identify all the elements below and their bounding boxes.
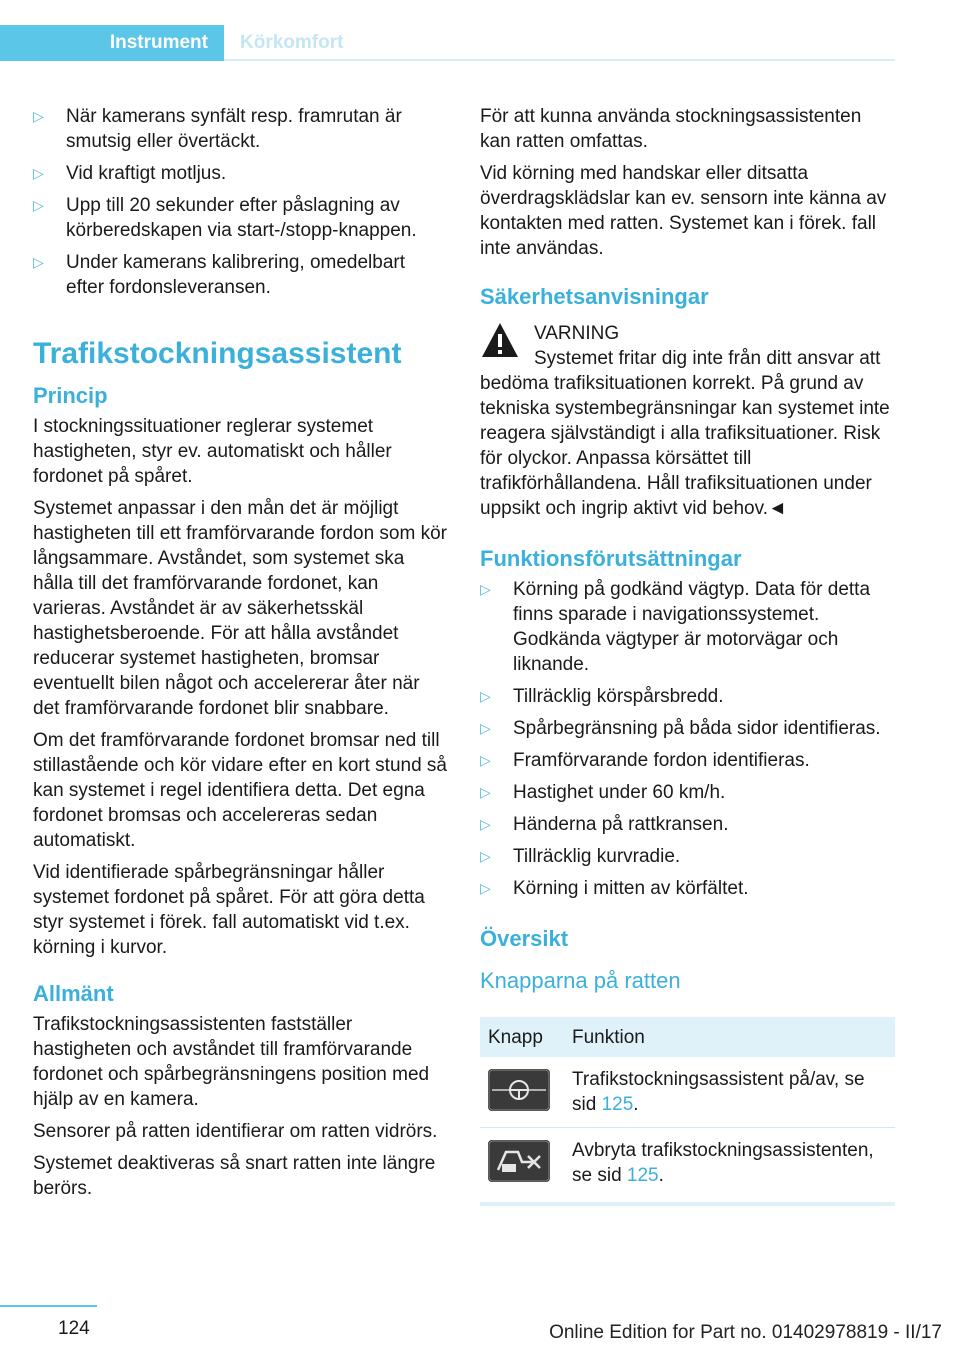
table-header-function: Funktion	[564, 1017, 895, 1057]
function-cell: Avbryta trafikstockningsassistenten, se sid 125.	[564, 1128, 895, 1205]
warning-title: VARNING	[534, 323, 620, 344]
paragraph: Vid körning med handskar eller ditsatta överdragsklädslar kan ev. sensorn inte känna av kontakten med ratten. Systemet kan i förek. fall inte användas.	[480, 163, 887, 259]
list-item: ▷ Körning på godkänd vägtyp. Data för detta finns sparade i navigationssystemet. Godkända vägtyper är motorvägar och liknande.	[480, 579, 871, 675]
princip-heading: Princip	[33, 383, 108, 408]
button-table	[480, 1017, 895, 1206]
bullet-triangle-icon: ▷	[33, 197, 44, 213]
bullet-triangle-icon: ▷	[480, 816, 491, 832]
warning-box	[480, 321, 894, 521]
list-item: ▷ Hastighet under 60 km/h.	[480, 782, 726, 803]
bullet-triangle-icon: ▷	[480, 752, 491, 768]
safety-heading: Säkerhetsanvisningar	[480, 284, 709, 309]
list-item: ▷ Framförvarande fordon identifieras.	[480, 750, 810, 771]
list-item: ▷ Upp till 20 sekunder efter påslagning av körberedskapen via start-/stopp-knappen.	[33, 195, 417, 241]
footer-rule	[0, 1305, 97, 1307]
list-item: ▷ Körning i mitten av körfältet.	[480, 878, 749, 899]
cancel-assist-button-icon	[488, 1140, 550, 1182]
page-link[interactable]: 125	[601, 1094, 634, 1115]
allmant-heading: Allmänt	[33, 981, 114, 1006]
requirements-list	[480, 577, 894, 901]
list-item: ▷ Tillräcklig körspårsbredd.	[480, 686, 724, 707]
buttons-heading: Knapparna på ratten	[480, 968, 681, 993]
table-header-button: Knapp	[480, 1017, 564, 1057]
paragraph: Vid identifierade spårbegränsningar håller systemet fordonet på spåret. För att göra detta styr systemet i förek. fall automatiskt vid t.ex. körning i kurvor.	[33, 862, 425, 958]
tab-divider	[224, 59, 895, 61]
list-item: ▷ Tillräcklig kurvradie.	[480, 846, 681, 867]
bullet-triangle-icon: ▷	[33, 108, 44, 124]
list-item: ▷ Vid kraftigt motljus.	[33, 163, 227, 184]
page-number: 124	[58, 1318, 90, 1339]
paragraph: Systemet deaktiveras så snart ratten inte längre berörs.	[33, 1153, 436, 1199]
warning-triangle-icon	[480, 321, 520, 359]
list-item: ▷ När kamerans synfält resp. framrutan är smutsig eller övertäckt.	[33, 106, 402, 152]
function-heading: Funktionsförutsättningar	[480, 546, 742, 571]
bullet-triangle-icon: ▷	[33, 254, 44, 270]
bullet-triangle-icon: ▷	[480, 784, 491, 800]
paragraph: För att kunna använda stockningsassistenten kan ratten omfattas.	[480, 106, 862, 152]
limitation-list	[33, 104, 447, 300]
overview-heading: Översikt	[480, 926, 569, 951]
right-column	[480, 104, 894, 1206]
left-column	[33, 104, 447, 1208]
bullet-triangle-icon: ▷	[33, 165, 44, 181]
table-row	[480, 1128, 895, 1205]
tab-instrument[interactable]: Instrument	[0, 25, 224, 61]
function-cell: Trafikstockningsassistent på/av, se sid 125.	[564, 1057, 895, 1128]
steering-wheel-button-icon	[488, 1069, 550, 1111]
paragraph: Sensorer på ratten identifierar om ratten vidrörs.	[33, 1121, 438, 1142]
edition-label: Online Edition for Part no. 01402978819 - II/17	[549, 1322, 942, 1343]
paragraph: I stockningssituationer reglerar systemet hastigheten, styr ev. automatiskt och håller fordonet på spåret.	[33, 416, 392, 487]
list-item: ▷ Spårbegränsning på båda sidor identifieras.	[480, 718, 881, 739]
bullet-triangle-icon: ▷	[480, 848, 491, 864]
section-title: Trafikstockningsassistent	[33, 337, 402, 370]
list-item: ▷ Under kamerans kalibrering, omedelbart efter fordonsleveransen.	[33, 252, 405, 298]
paragraph: Systemet anpassar i den mån det är möjligt hastigheten till ett framförvarande fordon som kör långsammare. Avståndet, som systemet ska hålla till det framförvarande fordonet, kan varieras. Avståndet är av säkerhetsskäl hastighetsberoende. För att hålla avståndet reducerar systemet hastigheten, bromsar eventuellt bilen något och accelererar åter när det framförvarande fordonet blir snabbare.	[33, 498, 447, 719]
tab-korkomfort[interactable]: Körkomfort	[240, 32, 344, 53]
paragraph: Om det framförvarande fordonet bromsar ned till stillastående och kör vidare efter en kort stund så kan systemet i regel identifiera detta. Det egna fordonet bromsas och accelereras sedan automatiskt.	[33, 730, 448, 851]
header-tabs	[0, 25, 895, 63]
bullet-triangle-icon: ▷	[480, 880, 491, 896]
table-row	[480, 1057, 895, 1128]
bullet-triangle-icon: ▷	[480, 720, 491, 736]
bullet-triangle-icon: ▷	[480, 581, 491, 597]
warning-text: Systemet fritar dig inte från ditt ansvar att bedöma trafiksituationen korrekt. På grund av tekniska systembegränsningar kan systemet inte reagera självständigt i alla trafiksituationer. Risk för olyckor. Anpassa körsättet till trafikförhållandena. Håll trafiksituationen under uppsikt och ingrip aktivt vid behov.◄	[480, 348, 890, 519]
page-link[interactable]: 125	[626, 1165, 659, 1186]
list-item: ▷ Händerna på rattkransen.	[480, 814, 729, 835]
paragraph: Trafikstockningsassistenten fastställer hastigheten och avståndet till framförvarande fordonet och spårbegränsningens position med hjälp av en kamera.	[33, 1014, 430, 1110]
bullet-triangle-icon: ▷	[480, 688, 491, 704]
